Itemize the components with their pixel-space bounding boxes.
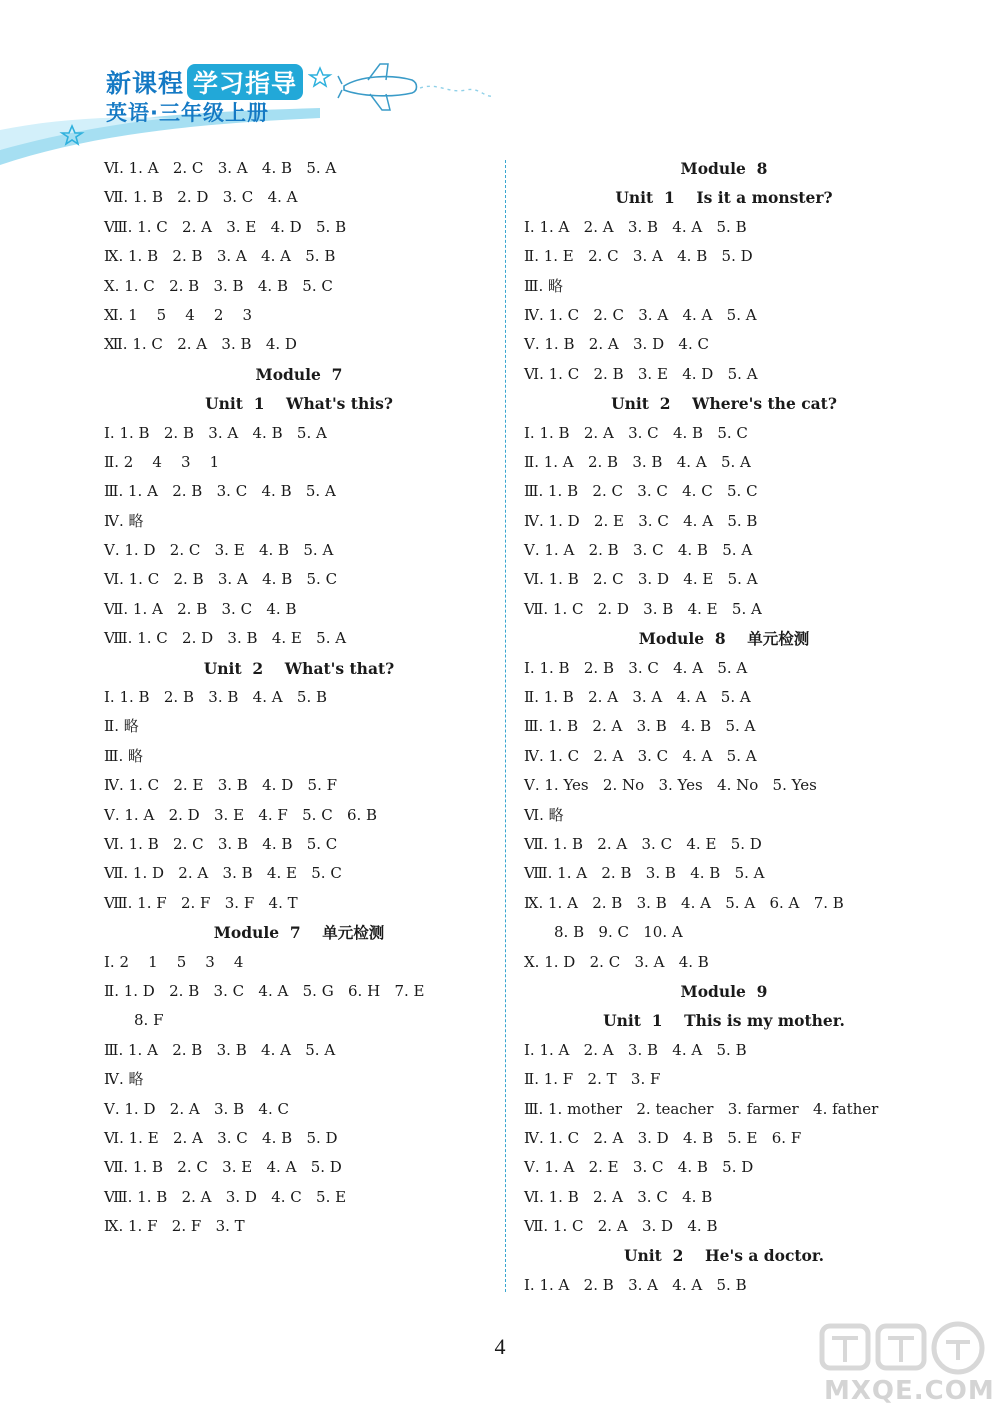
answer-line: Ⅴ. 1. Yes 2. No 3. Yes 4. No 5. Yes: [524, 776, 817, 795]
answer-line: Ⅱ. 1. F 2. T 3. F: [524, 1070, 661, 1089]
section-heading: Unit 2 He's a doctor.: [623, 1246, 825, 1266]
answer-line: Ⅱ. 1. B 2. A 3. A 4. A 5. A: [524, 688, 751, 707]
page-number: 4: [494, 1334, 506, 1359]
right-answer-column: [524, 154, 924, 1300]
answer-line: Ⅳ. 1. C 2. E 3. B 4. D 5. F: [104, 776, 338, 795]
answer-line: Ⅶ. 1. B 2. A 3. C 4. E 5. D: [524, 834, 762, 853]
answer-line: Ⅱ. 略: [104, 717, 139, 736]
answer-line: Ⅶ. 1. B 2. D 3. C 4. A: [104, 188, 298, 207]
answer-line: Ⅶ. 1. B 2. C 3. E 4. A 5. D: [104, 1158, 342, 1177]
answer-line: Ⅰ. 1. B 2. A 3. C 4. B 5. C: [524, 423, 748, 442]
answer-line: Ⅰ. 1. A 2. A 3. B 4. A 5. B: [524, 217, 747, 236]
answer-line: Ⅲ. 1. A 2. B 3. B 4. A 5. A: [104, 1040, 336, 1059]
answer-line: Ⅸ. 1. B 2. B 3. A 4. A 5. B: [104, 247, 336, 266]
answer-line: Ⅰ. 1. A 2. B 3. A 4. A 5. B: [524, 1275, 747, 1294]
answer-line: Ⅶ. 1. C 2. A 3. D 4. B: [524, 1217, 718, 1236]
answer-line: Ⅰ. 1. B 2. B 3. A 4. B 5. A: [104, 423, 327, 442]
answer-line: 8. B 9. C 10. A: [554, 923, 683, 942]
answer-line: Ⅲ. 略: [524, 276, 564, 295]
answer-line: Ⅳ. 略: [104, 511, 144, 530]
page-header: [0, 0, 1000, 165]
answer-line: Ⅴ. 1. B 2. A 3. D 4. C: [524, 335, 709, 354]
answer-line: Ⅹ. 1. D 2. C 3. A 4. B: [524, 952, 709, 971]
book-subtitle: 英语·三年级上册: [106, 101, 269, 125]
answer-line: Ⅵ. 1. C 2. B 3. A 4. B 5. C: [104, 570, 338, 589]
answer-line: Ⅶ. 1. A 2. B 3. C 4. B: [104, 599, 297, 618]
answer-line: Ⅲ. 1. A 2. B 3. C 4. B 5. A: [104, 482, 336, 501]
answer-line: Ⅰ. 1. B 2. B 3. C 4. A 5. A: [524, 658, 748, 677]
answer-line: Ⅹ. 1. C 2. B 3. B 4. B 5. C: [104, 276, 333, 295]
answer-line: Ⅵ. 1. B 2. C 3. B 4. B 5. C: [104, 834, 338, 853]
section-heading: Unit 1 What's this?: [205, 394, 393, 414]
answer-line: Ⅷ. 1. B 2. A 3. D 4. C 5. E: [104, 1187, 347, 1206]
answer-line: Ⅺ. 1 5 4 2 3: [104, 305, 253, 324]
answer-line: Ⅲ. 1. B 2. C 3. C 4. C 5. C: [524, 482, 758, 501]
section-heading: Unit 1 This is my mother.: [603, 1011, 845, 1031]
answer-line: Ⅴ. 1. D 2. C 3. E 4. B 5. A: [104, 541, 334, 560]
left-answer-column: [104, 154, 494, 1241]
section-heading: Module 9: [680, 981, 768, 1001]
section-heading: Unit 2 What's that?: [203, 658, 395, 678]
answer-line: Ⅲ. 1. mother 2. teacher 3. farmer 4. father: [524, 1099, 879, 1118]
brand-title: [106, 64, 303, 100]
column-divider: [505, 160, 506, 1292]
answer-line: Ⅳ. 1. D 2. E 3. C 4. A 5. B: [524, 511, 758, 530]
section-heading: Unit 1 Is it a monster?: [615, 188, 833, 208]
answer-line: Ⅳ. 1. C 2. A 3. D 4. B 5. E 6. F: [524, 1128, 802, 1147]
answer-line: Ⅵ. 1. C 2. B 3. E 4. D 5. A: [524, 364, 758, 383]
answer-line: Ⅶ. 1. C 2. D 3. B 4. E 5. A: [524, 599, 762, 618]
answer-line: Ⅷ. 1. C 2. A 3. E 4. D 5. B: [104, 217, 347, 236]
answer-line: Ⅵ. 1. A 2. C 3. A 4. B 5. A: [104, 159, 337, 177]
answer-line: Ⅰ. 2 1 5 3 4: [104, 952, 244, 971]
answer-line: Ⅴ. 1. A 2. B 3. C 4. B 5. A: [524, 541, 753, 560]
section-heading: Module 7 单元检测: [213, 923, 385, 943]
brand-title-highlight: 学习指导: [187, 64, 303, 100]
section-heading: Module 8: [680, 159, 768, 178]
answer-line: Ⅲ. 略: [104, 746, 144, 765]
answer-line: Ⅴ. 1. A 2. E 3. C 4. B 5. D: [524, 1158, 754, 1177]
answer-line: Ⅴ. 1. D 2. A 3. B 4. C: [104, 1099, 289, 1118]
answer-line: Ⅵ. 略: [524, 805, 564, 824]
answer-line: Ⅰ. 1. B 2. B 3. B 4. A 5. B: [104, 688, 328, 707]
answer-line: Ⅲ. 1. B 2. A 3. B 4. B 5. A: [524, 717, 756, 736]
answer-line: Ⅷ. 1. C 2. D 3. B 4. E 5. A: [104, 629, 347, 648]
answer-line: Ⅷ. 1. A 2. B 3. B 4. B 5. A: [524, 864, 765, 883]
airplane-icon: [308, 60, 498, 120]
answer-line: Ⅵ. 1. E 2. A 3. C 4. B 5. D: [104, 1128, 338, 1147]
section-heading: Module 7: [255, 364, 343, 384]
section-heading: Unit 2 Where's the cat?: [611, 394, 837, 414]
watermark-logo: [818, 1318, 993, 1378]
answer-line: Ⅳ. 1. C 2. A 3. C 4. A 5. A: [524, 746, 757, 765]
answer-line: Ⅳ. 略: [104, 1070, 144, 1089]
answer-line: Ⅳ. 1. C 2. C 3. A 4. A 5. A: [524, 305, 757, 324]
answer-line: Ⅴ. 1. A 2. D 3. E 4. F 5. C 6. B: [104, 805, 378, 824]
answer-line: Ⅸ. 1. F 2. F 3. T: [104, 1217, 245, 1236]
answer-line: Ⅻ. 1. C 2. A 3. B 4. D: [104, 335, 297, 354]
answer-line: Ⅱ. 1. E 2. C 3. A 4. B 5. D: [524, 247, 753, 266]
answer-line: Ⅸ. 1. A 2. B 3. B 4. A 5. A 6. A 7. B: [524, 893, 844, 912]
answer-line: 8. F: [134, 1011, 164, 1030]
answer-line: Ⅱ. 1. A 2. B 3. B 4. A 5. A: [524, 452, 751, 471]
answer-line: Ⅵ. 1. B 2. A 3. C 4. B: [524, 1187, 713, 1206]
section-heading: Module 8 单元检测: [638, 629, 810, 649]
answer-line: Ⅱ. 2 4 3 1: [104, 452, 220, 471]
answer-line: Ⅷ. 1. F 2. F 3. F 4. T: [104, 893, 298, 912]
brand-title-part1: 新课程: [106, 69, 185, 98]
watermark-text: MXQE.COM: [824, 1376, 995, 1406]
answer-line: Ⅱ. 1. D 2. B 3. C 4. A 5. G 6. H 7. E: [104, 981, 425, 1000]
answer-line: Ⅰ. 1. A 2. A 3. B 4. A 5. B: [524, 1040, 747, 1059]
answer-line: Ⅵ. 1. B 2. C 3. D 4. E 5. A: [524, 570, 758, 589]
answer-line: Ⅶ. 1. D 2. A 3. B 4. E 5. C: [104, 864, 342, 883]
